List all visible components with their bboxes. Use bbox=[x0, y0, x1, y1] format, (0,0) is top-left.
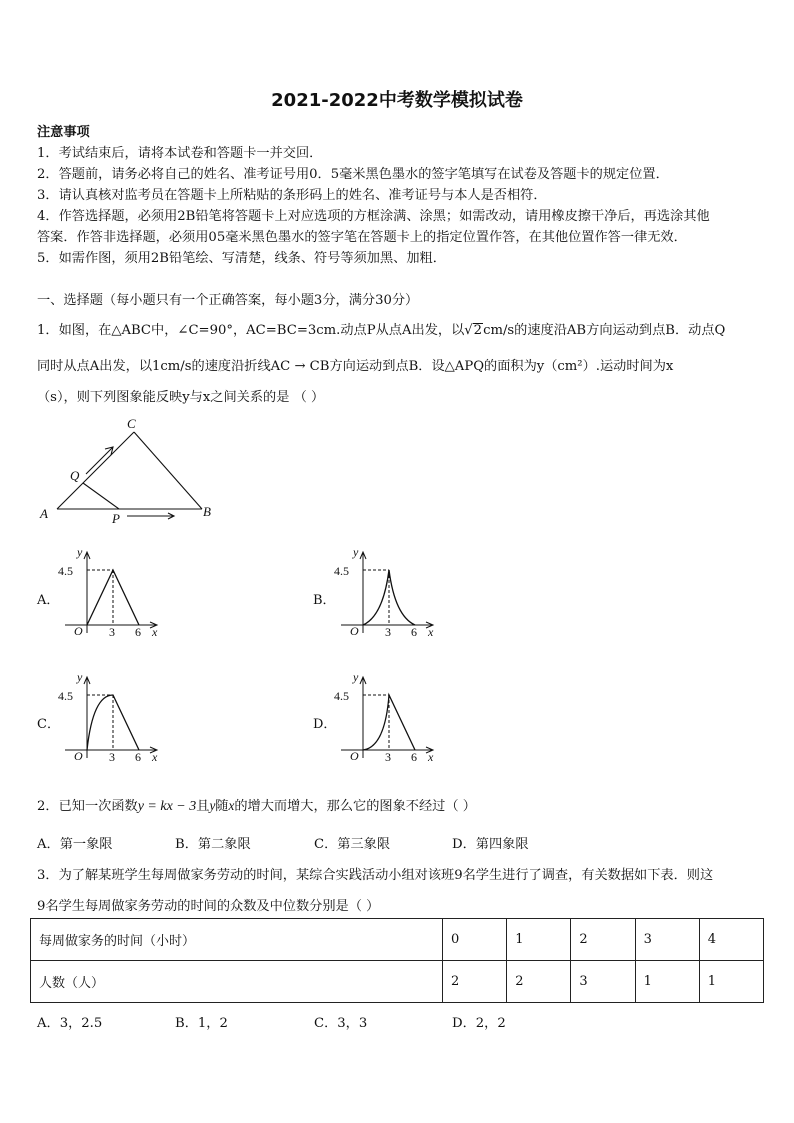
q3-line1: 3．为了解某班学生每周做家务劳动的时间，某综合实践活动小组对该班9名学生进行了调查，有关数据如下表．则这 bbox=[37, 868, 714, 883]
label-q: Q bbox=[70, 468, 80, 483]
graph-b bbox=[331, 540, 451, 645]
q1-option-a: A． bbox=[37, 593, 60, 608]
origin-label: O bbox=[350, 624, 359, 638]
table-cell: 2 bbox=[443, 961, 507, 1003]
notice-item: 5．如需作图，须用2B铅笔绘、写清楚，线条、符号等须加黑、加粗． bbox=[37, 251, 446, 266]
table-cell: 4 bbox=[699, 919, 763, 961]
table-cell: 3 bbox=[571, 961, 635, 1003]
origin-label: O bbox=[350, 749, 359, 763]
q2-formula: y = kx − 3 bbox=[137, 799, 197, 814]
q1-line1 bbox=[37, 319, 725, 338]
graph-c bbox=[55, 665, 175, 770]
y-label: y bbox=[77, 545, 83, 559]
q2-text-a: 2．已知一次函数 bbox=[37, 799, 138, 814]
data-table bbox=[30, 918, 764, 1003]
tick-6: 6 bbox=[411, 750, 417, 764]
ymax-label: 4.5 bbox=[58, 564, 73, 578]
q2-option-b: B．第二象限 bbox=[175, 837, 251, 852]
table-cell: 0 bbox=[443, 919, 507, 961]
tick-6: 6 bbox=[411, 625, 417, 639]
graph-a bbox=[55, 540, 175, 645]
side-cb bbox=[134, 432, 202, 509]
section-heading: 一、选择题（每小题只有一个正确答案，每小题3分，满分30分） bbox=[37, 293, 419, 308]
ymax-label: 4.5 bbox=[58, 689, 73, 703]
q2-text-c: 随 bbox=[215, 799, 229, 814]
q1-option-b: B． bbox=[313, 593, 336, 608]
notice-item: 答案．作答非选择题，必须用05毫米黑色墨水的签字笔在答题卡上的指定位置作答，在其他位置作答一律无效． bbox=[37, 230, 687, 245]
notice-item: 3．请认真核对监考员在答题卡上所粘贴的条形码上的姓名、准考证号与本人是否相符． bbox=[37, 188, 547, 203]
origin-label: O bbox=[74, 749, 83, 763]
x-label: x bbox=[428, 625, 434, 639]
q1-line2: 同时从点A出发，以1cm/s的速度沿折线AC → CB方向运动到点B．设△APQ的面积为y（cm²）.运动时间为x bbox=[37, 359, 674, 374]
notice-item: 2．答题前，请务必将自己的姓名、准考证号用0．5毫米黑色墨水的签字笔填写在试卷及答题卡的规定位置． bbox=[37, 167, 669, 182]
table-row bbox=[31, 961, 764, 1003]
q1-option-d: D． bbox=[313, 717, 337, 732]
y-label: y bbox=[77, 670, 83, 684]
q1-text-a: 1．如图，在△ABC中，∠C=90°，AC=BC=3cm.动点P从点A出发，以 bbox=[37, 323, 465, 338]
sqrt-value: 2 bbox=[473, 323, 483, 338]
table-cell: 1 bbox=[635, 961, 699, 1003]
graph-d bbox=[331, 665, 451, 770]
q2-option-a: A．第一象限 bbox=[37, 837, 113, 852]
segment-pq bbox=[83, 483, 119, 509]
tick-3: 3 bbox=[109, 625, 115, 639]
notice-item: 1．考试结束后，请将本试卷和答题卡一并交回． bbox=[37, 146, 323, 161]
label-c: C bbox=[127, 416, 136, 431]
notice-item: 4．作答选择题，必须用2B铅笔将答题卡上对应选项的方框涂满、涂黑；如需改动，请用橡皮擦干净后，再选涂其他 bbox=[37, 209, 710, 224]
q1-text-b: cm/s的速度沿AB方向运动到点B．动点Q bbox=[483, 323, 726, 338]
tick-3: 3 bbox=[385, 750, 391, 764]
q3-option-b: B．1，2 bbox=[175, 1016, 228, 1031]
q2-option-d: D．第四象限 bbox=[452, 837, 529, 852]
q2-option-c: C．第三象限 bbox=[314, 837, 391, 852]
ymax-label: 4.5 bbox=[334, 564, 349, 578]
side-ac bbox=[57, 432, 134, 509]
y-label: y bbox=[353, 545, 359, 559]
q2-text-d: 的增大而增大，那么它的图象不经过（ ） bbox=[234, 799, 476, 814]
label-p: P bbox=[112, 511, 120, 526]
label-a: A bbox=[40, 506, 48, 521]
label-b: B bbox=[203, 504, 211, 519]
triangle-figure bbox=[30, 410, 230, 530]
table-cell: 2 bbox=[507, 961, 571, 1003]
tick-6: 6 bbox=[135, 750, 141, 764]
q2-stem bbox=[37, 795, 476, 815]
arrow-q bbox=[86, 447, 113, 474]
table-cell: 人数（人） bbox=[31, 961, 443, 1003]
x-label: x bbox=[152, 750, 158, 764]
page-title: 2021-2022中考数学模拟试卷 bbox=[271, 90, 523, 111]
q2-text-b: 且 bbox=[196, 799, 210, 814]
tick-6: 6 bbox=[135, 625, 141, 639]
q1-line3: （s），则下列图象能反映y与x之间关系的是 （ ） bbox=[37, 390, 325, 405]
table-row bbox=[31, 919, 764, 961]
table-cell: 3 bbox=[635, 919, 699, 961]
q3-line2: 9名学生每周做家务劳动的时间的众数及中位数分别是（ ） bbox=[37, 899, 380, 914]
table-cell: 1 bbox=[507, 919, 571, 961]
q3-option-a: A．3，2.5 bbox=[37, 1016, 103, 1031]
sqrt-sign: √ bbox=[464, 323, 473, 338]
origin-label: O bbox=[74, 624, 83, 638]
notice-heading: 注意事项 bbox=[37, 125, 90, 140]
q2-x-var: x bbox=[228, 798, 235, 813]
table-cell: 1 bbox=[699, 961, 763, 1003]
x-label: x bbox=[152, 625, 158, 639]
q3-option-c: C．3，3 bbox=[314, 1016, 368, 1031]
y-label: y bbox=[353, 670, 359, 684]
table-cell: 2 bbox=[571, 919, 635, 961]
q2-y-var: y bbox=[209, 798, 216, 813]
q1-option-c: C． bbox=[37, 717, 60, 732]
q3-option-d: D．2，2 bbox=[452, 1016, 506, 1031]
tick-3: 3 bbox=[109, 750, 115, 764]
ymax-label: 4.5 bbox=[334, 689, 349, 703]
table-cell: 每周做家务的时间（小时） bbox=[31, 919, 443, 961]
tick-3: 3 bbox=[385, 625, 391, 639]
x-label: x bbox=[428, 750, 434, 764]
